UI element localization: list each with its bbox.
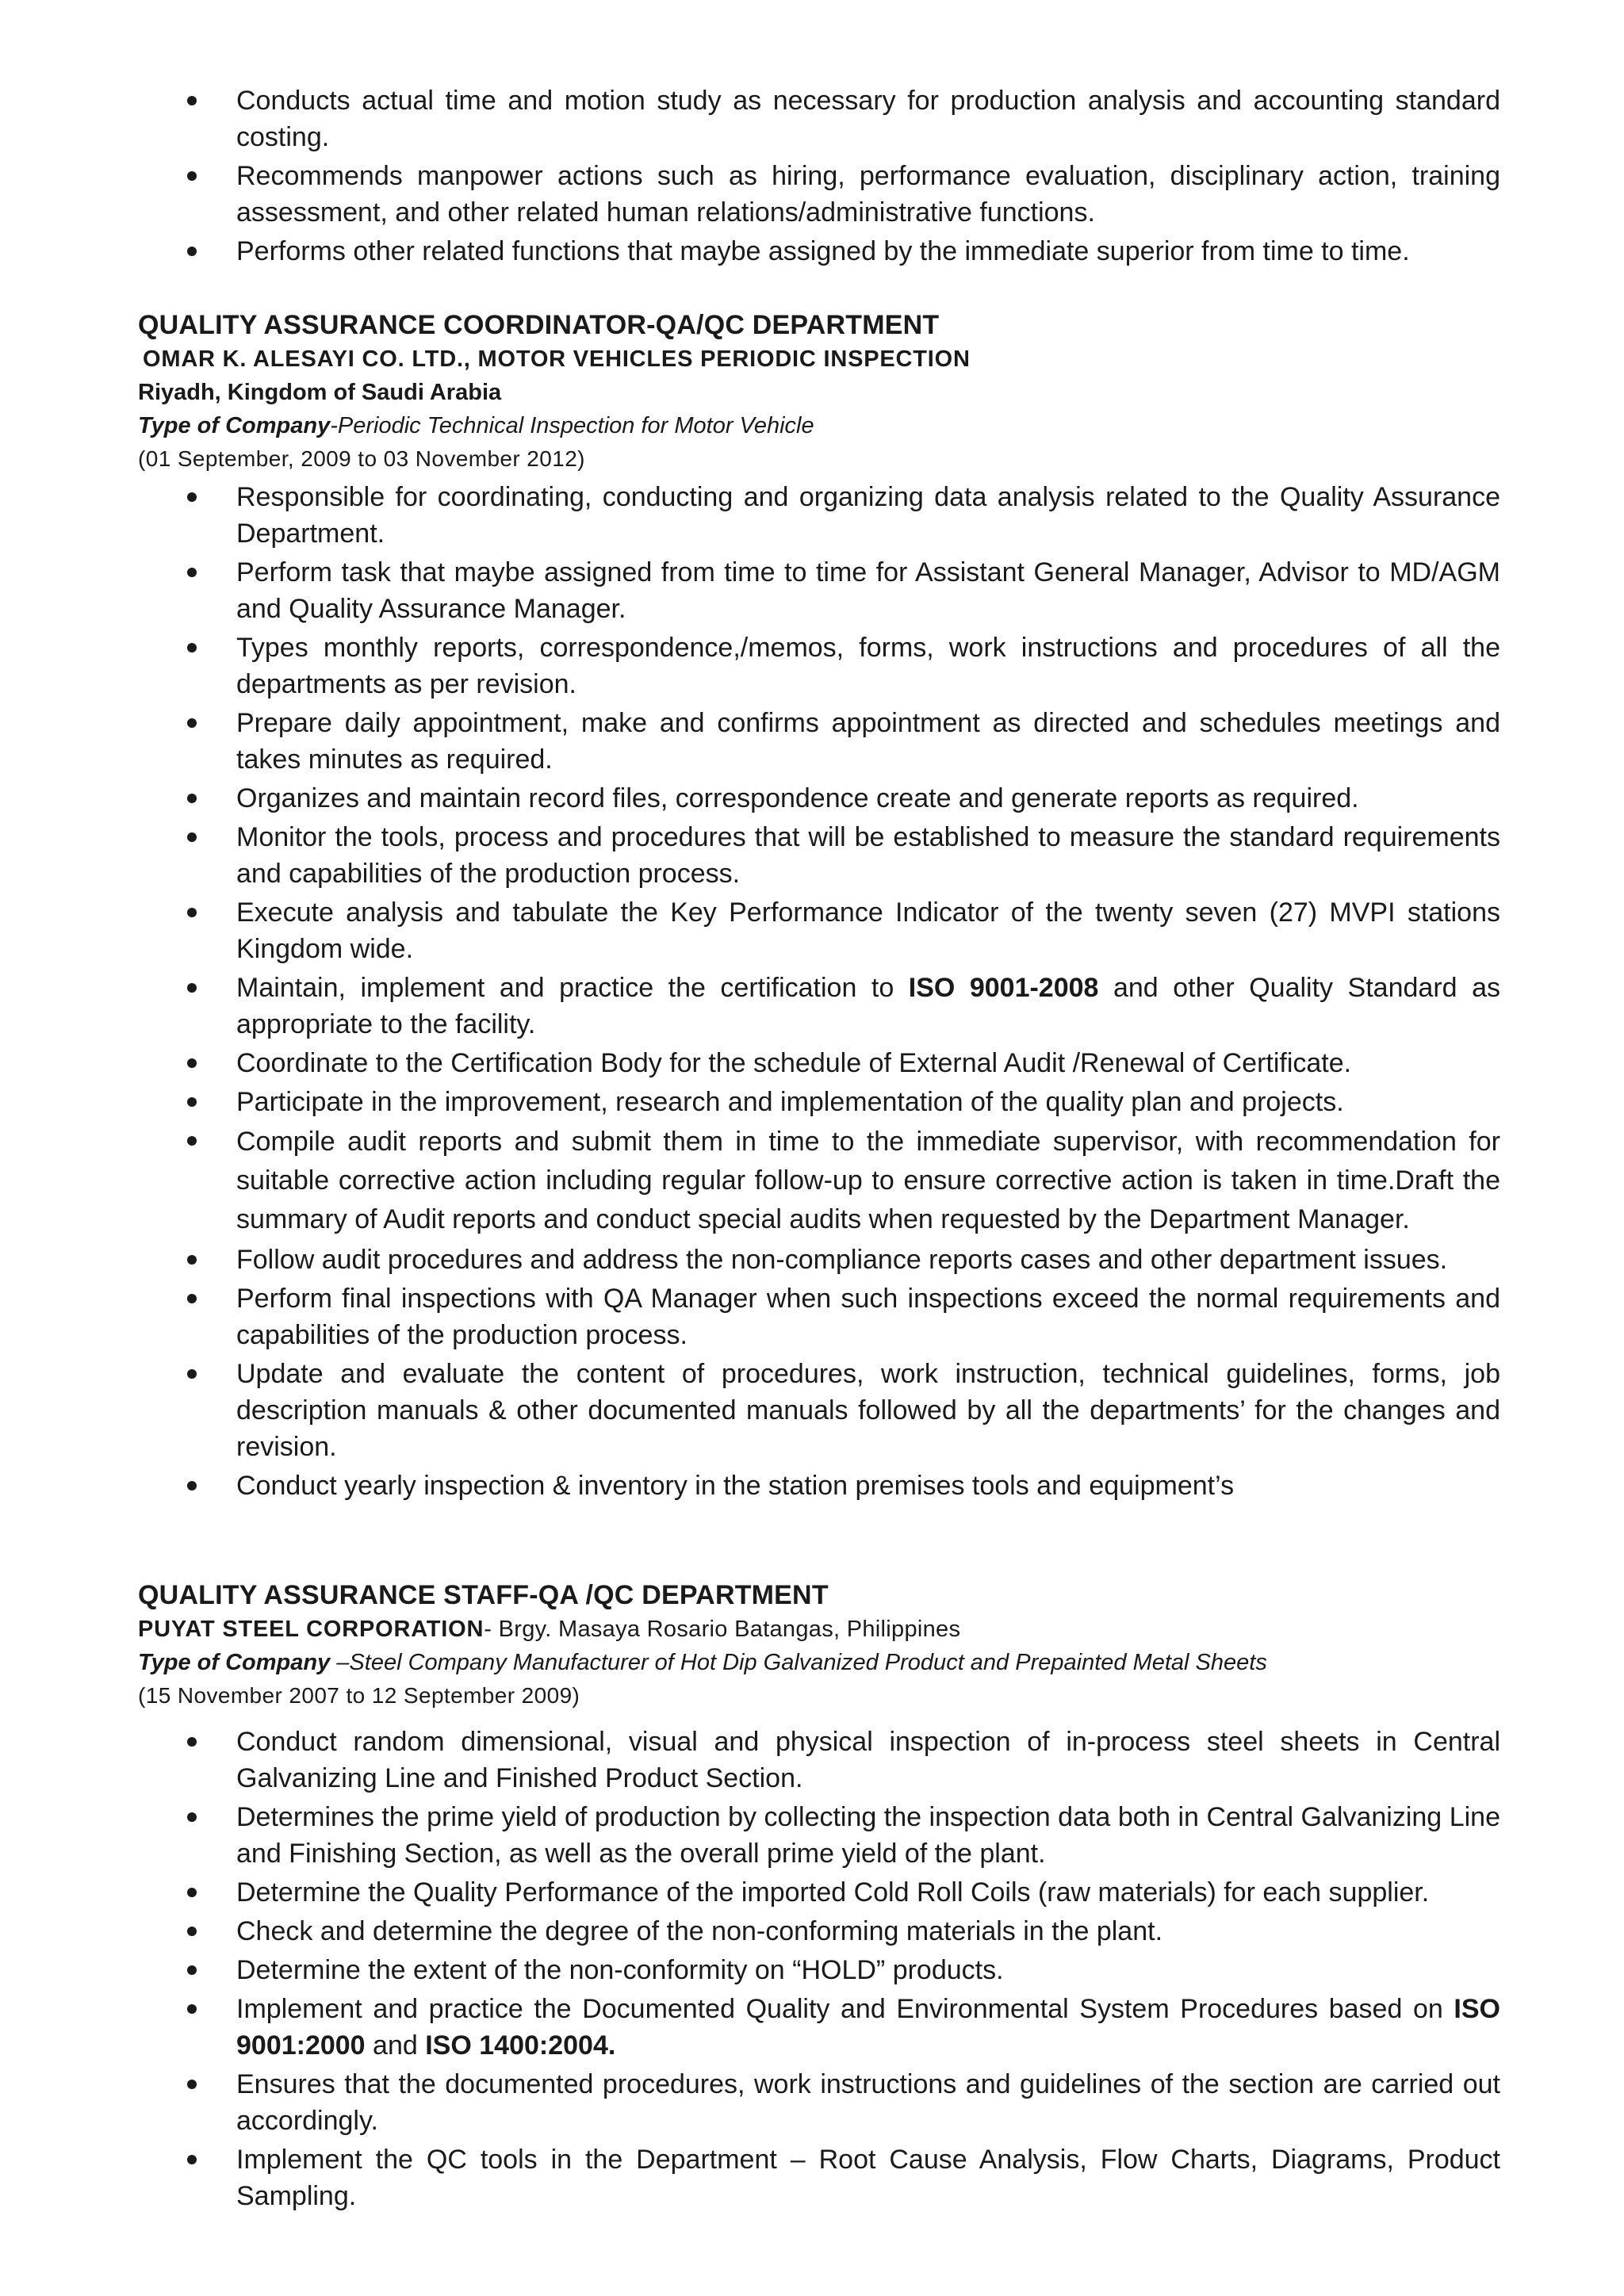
list-item: Responsible for coordinating, conducting and organizing data analysis related to the Quality Assurance Department. <box>138 479 1500 552</box>
company-type-value: –Steel Company Manufacturer of Hot Dip Galvanized Product and Prepainted Metal Sheets <box>330 1650 1267 1675</box>
previous-job-bullets <box>190 82 1500 270</box>
bullet-icon <box>187 1097 197 1107</box>
list-item: Conduct random dimensional, visual and physical inspection of in-process steel sheets in Central Galvanizing Line and Finished Product Section. <box>138 1724 1500 1797</box>
bullet-icon <box>187 908 197 917</box>
company-type-label: Type of Company <box>138 1650 331 1675</box>
list-item: Maintain, implement and practice the certification to ISO 9001-2008 and other Quality Standard as appropriate to the facility. <box>138 970 1500 1043</box>
bullet-icon <box>187 1369 197 1379</box>
company-type <box>138 409 1500 442</box>
bullet-icon <box>187 1294 197 1303</box>
bullet-icon <box>187 1255 197 1265</box>
list-item: Compile audit reports and submit them in time to the immediate supervisor, with recommendation for suitable corrective action including regular follow-up to ensure corrective action is taken in time.Draft the summary of Audit reports and conduct special audits when requested by the Department Manager. <box>138 1123 1500 1239</box>
job-section-qa-coordinator <box>138 308 1500 1506</box>
bullet-icon <box>187 643 197 652</box>
bullet-icon <box>187 1481 197 1490</box>
list-item: Conduct yearly inspection & inventory in the station premises tools and equipment’s <box>138 1468 1500 1504</box>
bullet-icon <box>187 2080 197 2089</box>
bullet-icon <box>187 171 197 181</box>
bullet-icon <box>187 492 197 502</box>
company-name: OMAR K. ALESAYI CO. LTD., MOTOR VEHICLES PERIODIC INSPECTION <box>143 346 971 372</box>
bullet-icon <box>187 1927 197 1936</box>
list-item: Perform final inspections with QA Manager when such inspections exceed the normal requirements and capabilities of the production process. <box>138 1280 1500 1353</box>
list-item: Perform task that maybe assigned from time to time for Assistant General Manager, Advisor to MD/AGM and Quality Assurance Manager. <box>138 554 1500 627</box>
list-item: Check and determine the degree of the non-conforming materials in the plant. <box>138 1913 1500 1950</box>
bullet-icon <box>187 1965 197 1975</box>
employment-period: (15 November 2007 to 12 September 2009) <box>138 1683 580 1708</box>
company-type-label: Type of Company <box>138 413 331 438</box>
list-item: Update and evaluate the content of procedures, work instruction, technical guidelines, forms, job description manuals & other documented manuals followed by all the departments’ for the changes and revision. <box>138 1356 1500 1465</box>
iso-standard: ISO 1400:2004. <box>425 2030 616 2061</box>
bullet-icon <box>187 2004 197 2014</box>
list-item: Conducts actual time and motion study as necessary for production analysis and accounting standard costing. <box>190 82 1500 155</box>
list-item: Monitor the tools, process and procedures that will be established to measure the standard requirements and capabilities of the production process. <box>138 819 1500 892</box>
company-type-value: -Periodic Technical Inspection for Motor Vehicle <box>330 413 814 438</box>
bullet-icon <box>187 794 197 803</box>
company-name <box>138 1613 1500 1646</box>
list-item: Types monthly reports, correspondence,/memos, forms, work instructions and procedures of all the departments as per revision. <box>138 629 1500 702</box>
list-item: Coordinate to the Certification Body for the schedule of External Audit /Renewal of Certificate. <box>138 1045 1500 1081</box>
bullet-icon <box>187 1812 197 1822</box>
bullet-icon <box>187 1058 197 1068</box>
job-section-qa-staff <box>138 1578 1500 2217</box>
list-item: Implement and practice the Documented Quality and Environmental System Procedures based on ISO 9001:2000 and ISO 1400:2004. <box>138 1991 1500 2064</box>
bullet-icon <box>187 718 197 728</box>
list-item: Recommends manpower actions such as hiring, performance evaluation, disciplinary action, training assessment, and other related human relations/administrative functions. <box>190 158 1500 231</box>
list-item: Execute analysis and tabulate the Key Performance Indicator of the twenty seven (27) MVPI stations Kingdom wide. <box>138 894 1500 967</box>
list-item: Determine the extent of the non-conformity on “HOLD” products. <box>138 1952 1500 1988</box>
list-item: Organizes and maintain record files, correspondence create and generate reports as required. <box>138 780 1500 817</box>
company-name-label: PUYAT STEEL CORPORATION <box>138 1617 485 1642</box>
list-item: Ensures that the documented procedures, work instructions and guidelines of the section are carried out accordingly. <box>138 2066 1500 2139</box>
employment-period: (01 September, 2009 to 03 November 2012) <box>138 446 585 471</box>
bullet-icon <box>187 1136 197 1146</box>
bullet-icon <box>187 983 197 993</box>
bullet-icon <box>187 568 197 577</box>
bullet-icon <box>187 1737 197 1747</box>
job-location: Riyadh, Kingdom of Saudi Arabia <box>138 380 502 405</box>
company-type <box>138 1646 1500 1679</box>
list-item: Determines the prime yield of production by collecting the inspection data both in Central Galvanizing Line and Finishing Section, as well as the overall prime yield of the plant. <box>138 1799 1500 1872</box>
job-responsibilities <box>138 479 1500 1504</box>
bullet-icon <box>187 96 197 105</box>
previous-job-continuation <box>190 82 1500 272</box>
iso-standard: ISO 9001-2008 <box>908 973 1099 1003</box>
list-item: Follow audit procedures and address the non-compliance reports cases and other department issues. <box>138 1242 1500 1278</box>
bullet-icon <box>187 2155 197 2164</box>
company-address: - Brgy. Masaya Rosario Batangas, Philippines <box>484 1617 961 1642</box>
iso-standard: ISO 9001:2000 <box>236 1994 1500 2061</box>
job-title: QUALITY ASSURANCE STAFF-QA /QC DEPARTMENT <box>138 1580 829 1610</box>
list-item: Participate in the improvement, research and implementation of the quality plan and projects. <box>138 1084 1500 1120</box>
list-item: Determine the Quality Performance of the imported Cold Roll Coils (raw materials) for each supplier. <box>138 1874 1500 1911</box>
job-responsibilities <box>138 1724 1500 2214</box>
job-title: QUALITY ASSURANCE COORDINATOR-QA/QC DEPARTMENT <box>138 310 940 340</box>
list-item: Prepare daily appointment, make and confirms appointment as directed and schedules meetings and takes minutes as required. <box>138 705 1500 778</box>
bullet-icon <box>187 832 197 842</box>
bullet-icon <box>187 247 197 256</box>
list-item: Performs other related functions that maybe assigned by the immediate superior from time to time. <box>190 233 1500 270</box>
list-item: Implement the QC tools in the Department – Root Cause Analysis, Flow Charts, Diagrams, Product Sampling. <box>138 2141 1500 2214</box>
bullet-icon <box>187 1888 197 1897</box>
